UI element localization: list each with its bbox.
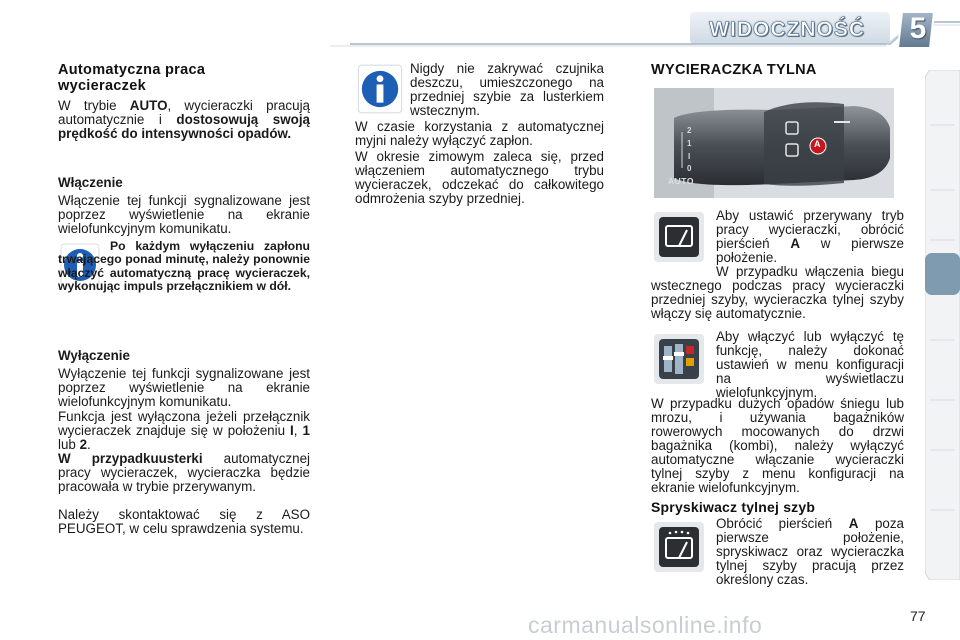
intro-paragraph: [58, 99, 310, 141]
sep-2: lub: [58, 437, 80, 452]
header-bar: [330, 0, 960, 58]
stalk-label-position-0: 0: [687, 164, 692, 173]
rear-washer-icon: [654, 522, 704, 572]
left-heading: Automatyczna praca wycieraczek: [58, 62, 206, 94]
off-heading: Wyłączenie: [58, 348, 130, 363]
config-menu-icon: [654, 334, 704, 384]
middle-paragraph-2: W okresie zimowym zaleca się, przed włączeniem automatycznego trybu wycieraczek, odczekać do całkowitego odmrożenia szyby przedniej.: [355, 149, 604, 206]
service-text: Należy skontaktować się z ASO PEUGEOT, w celu sprawdzenia systemu.: [58, 507, 310, 536]
page-number: 77: [910, 608, 926, 624]
sep-1: ,: [293, 423, 303, 438]
rear-intermittent-text: [716, 209, 904, 265]
washer-heading: Spryskiwacz tylnej szyb: [651, 499, 816, 515]
rear-intermittent-b: w pierwsze położenie.: [716, 236, 905, 265]
info-note-middle: Nigdy nie zakrywać czujnika deszczu, umieszczonego na przedniej szybie za lusterkiem wstecznym.: [410, 61, 604, 118]
position-1: 1: [302, 423, 310, 438]
washer-text-b: poza pierwsze położenie, spryskiwacz oraz wycieraczka tylnej szyby pracują przez określony czas.: [716, 516, 904, 587]
rear-wiper-icon: [654, 212, 704, 262]
position-i: I: [290, 423, 294, 438]
info-icon: [357, 64, 403, 114]
stalk-label-position-2: 2: [687, 126, 692, 135]
failure-bold: W przypadkuusterki: [58, 451, 203, 466]
intro-bold-text: dostosowują swoją prędkość do intensywności opadów.: [58, 112, 310, 141]
intro-text-1: W trybie: [58, 98, 130, 113]
watermark: carmanualsonline.info: [528, 612, 763, 638]
reverse-gear-text: W przypadku włączenia biegu wstecznego podczas pracy wycieraczki przedniej szyby, wycieraczka tylnej szyby włączy się automatycznie.: [651, 264, 904, 321]
stalk-label-position-1: 1: [687, 139, 692, 148]
end-dot: .: [87, 437, 91, 452]
on-heading: Włączenie: [58, 175, 123, 190]
chapter-number: 5: [909, 12, 927, 45]
stalk-label-ring-a: A: [814, 139, 821, 149]
off-text: Wyłączenie tej funkcji sygnalizowane jest poprzez wyświetlenie na ekranie wielofunkcyjnym komunikatu.: [58, 366, 310, 409]
stalk-label-auto: AUTO: [668, 176, 694, 186]
rear-intermittent-ring: A: [790, 236, 801, 251]
failure-paragraph: [58, 452, 310, 494]
config-text: Aby włączyć lub wyłączyć tę funkcję, należy dokonać ustawień w menu konfiguracji na wyświetlaczu wielofunkcyjnym.: [716, 329, 904, 400]
off-text-positions: [58, 410, 310, 452]
washer-text: [716, 517, 904, 587]
intro-text-2: , wycieraczki pracują automatycznie i: [58, 98, 310, 127]
middle-paragraph-1: W czasie korzystania z automatycznej myjni należy wyłączyć zapłon.: [355, 119, 604, 148]
rear-intermittent-a: Aby ustawić przerywany tryb pracy wycieraczki, obrócić pierścień: [716, 208, 904, 251]
chapter-title: WIDOCZNOŚĆ: [709, 18, 865, 41]
intro-auto-label: AUTO: [129, 98, 168, 113]
position-2: 2: [79, 437, 88, 452]
off-positions-text: Funkcja jest wyłączona jeżeli przełącznik wycieraczek znajduje się w położeniu: [58, 409, 310, 438]
failure-text: automatycznej pracy wycieraczek, wycieraczka będzie pracowała w trybie przerywanym.: [58, 451, 310, 494]
stalk-label-position-i: I: [688, 152, 691, 161]
chapter-side-tabs[interactable]: [925, 70, 960, 580]
info-note-left: Po każdym wyłączeniu zapłonu trwającego ponad minutę, należy ponownie włączyć automatyczną pracę wycieraczek, wykonując impuls przełącznikiem w dół.: [58, 239, 310, 294]
washer-text-a: Obrócić pierścień: [716, 516, 849, 531]
on-text: Włączenie tej funkcji sygnalizowane jest poprzez wyświetlenie na ekranie wielofunkcyjnym komunikatu.: [58, 193, 310, 236]
snow-text: W przypadku dużych opadów śniegu lub mrozu, i używania bagażników rowerowych mocowanych do drzwi bagażnika (kombi), należy wyłączyć automatyczne włączanie wycieraczki tylnej szyby z menu konfiguracji na ekranie wielofunkcyjnym.: [651, 396, 904, 495]
right-heading: WYCIERACZKA TYLNA: [651, 62, 817, 78]
washer-ring: A: [848, 516, 859, 531]
